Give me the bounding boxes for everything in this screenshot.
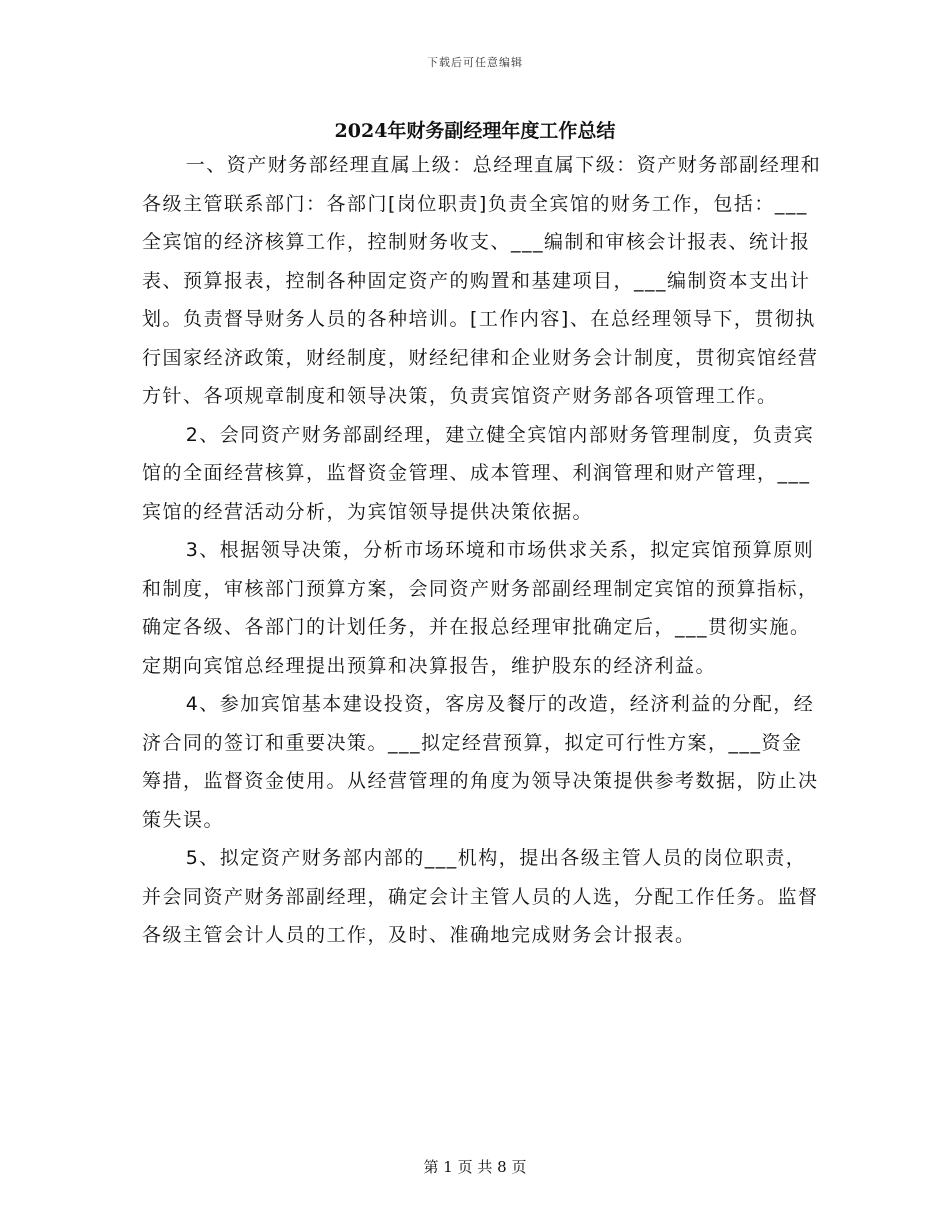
document-title: 2024年财务副经理年度工作总结 <box>334 120 616 142</box>
paragraph-4: 4、参加宾馆基本建设投资，客房及餐厅的改造，经济利益的分配，经济合同的签订和重要决策。___拟定经营预算，拟定可行性方案，___资金筹措，监督资金使用。从经营管理的角度为领导决策提供参考数据，防止决策失误。 <box>142 693 819 831</box>
page-number-footer: 第 1 页 共 8 页 <box>423 1158 527 1176</box>
paragraph-1: 一、资产财务部经理直属上级：总经理直属下级：资产财务部副经理和各级主管联系部门：各部门[岗位职责]负责全宾馆的财务工作，包括：___全宾馆的经济核算工作，控制财务收支、___编制和审核会计报表、统计报表、预算报表，控制各种固定资产的购置和基建项目，___编制资本支出计划。负责督导财务人员的各种培训。[工作内容]、在总经理领导下，贯彻执行国家经济政策，财经制度，财经纪律和企业财务会计制度，贯彻宾馆经营方针、各项规章制度和领导决策，负责宾馆资产财务部各项管理工作。 <box>142 154 822 407</box>
header-note: 下载后可任意编辑 <box>427 56 523 69</box>
paragraph-5: 5、拟定资产财务部内部的___机构，提出各级主管人员的岗位职责，并会同资产财务部副经理，确定会计主管人员的人选，分配工作任务。监督各级主管会计人员的工作，及时、准确地完成财务会计报表。 <box>142 847 819 946</box>
paragraph-3: 3、根据领导决策，分析市场环境和市场供求关系，拟定宾馆预算原则和制度，审核部门预算方案，会同资产财务部副经理制定宾馆的预算指标，确定各级、各部门的计划任务，并在报总经理审批确定后，___贯彻实施。定期向宾馆总经理提出预算和决算报告，维护股东的经济利益。 <box>142 539 819 677</box>
paragraph-2: 2、会同资产财务部副经理，建立健全宾馆内部财务管理制度，负责宾馆的全面经营核算，监督资金管理、成本管理、利润管理和财产管理，___宾馆的经营活动分析，为宾馆领导提供决策依据。 <box>142 423 815 523</box>
document-body <box>142 146 822 955</box>
